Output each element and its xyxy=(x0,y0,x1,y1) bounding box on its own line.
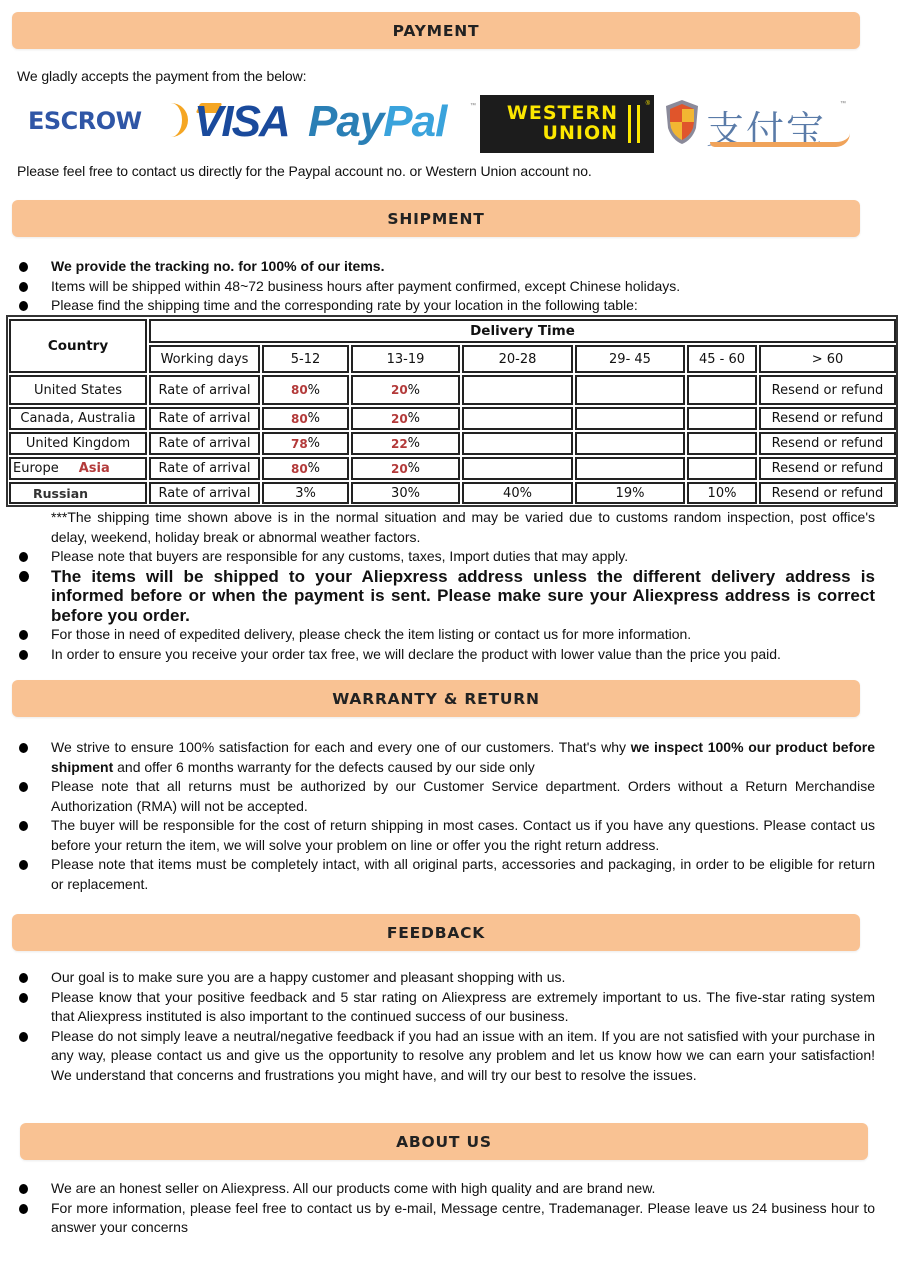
rate-over-60: Resend or refund xyxy=(759,482,896,504)
rate-20-28 xyxy=(462,457,573,480)
rate-over-60: Resend or refund xyxy=(759,432,896,455)
escrow-logo: ESCROW xyxy=(28,107,142,135)
shipping-table xyxy=(6,315,898,507)
shipment-header xyxy=(12,200,860,237)
alipay-shield-icon xyxy=(664,98,700,146)
list-item: We strive to ensure 100% satisfaction for each and every one of our customers. That's why we inspect 100% our product before shipment and offer 6 months warranty for the defects caused by our side only xyxy=(15,738,875,777)
bullet-icon xyxy=(19,743,28,753)
paypal-logo: PayPal xyxy=(308,97,447,146)
paypal-tm: ™ xyxy=(470,103,476,109)
visa-logo: VISA xyxy=(194,97,289,146)
payment-intro: We gladly accepts the payment from the below: xyxy=(17,68,307,84)
bullet-icon xyxy=(19,552,28,562)
list-item: Please note that buyers are responsible for any customs, taxes, Import duties that may apply. xyxy=(15,547,875,567)
rate-20-28: 40% xyxy=(462,482,573,504)
bullet-icon xyxy=(19,1204,28,1214)
col-20-28: 20-28 xyxy=(462,345,573,373)
bullet-icon xyxy=(19,973,28,983)
list-item: The items will be shipped to your Aliepxress address unless the different delivery address is informed before or when the payment is sent. Please make sure your Aliexpress address is correct before you order. xyxy=(15,567,875,626)
payment-title: PAYMENT xyxy=(392,21,480,40)
list-item: Our goal is to make sure you are a happy customer and pleasant shopping with us. xyxy=(15,968,875,988)
bullet-icon xyxy=(19,1184,28,1194)
rate-29-45 xyxy=(575,457,685,480)
rate-over-60: Resend or refund xyxy=(759,457,896,480)
shipping-footnote: ***The shipping time shown above is in the normal situation and may be varied due to customs random inspection, post office's delay, weekend, holiday break or abnormal weather factors. xyxy=(51,509,875,545)
col-over-60: > 60 xyxy=(759,345,896,373)
payment-note: Please feel free to contact us directly for the Paypal account no. or Western Union account no. xyxy=(17,163,592,179)
list-item: Please note that all returns must be authorized by our Customer Service department. Orders without a Return Merchandise Authorization (RMA) will not be accepted. xyxy=(15,777,875,816)
rate-20-28 xyxy=(462,432,573,455)
list-item: We provide the tracking no. for 100% of our items. xyxy=(15,257,875,277)
western-union-line1: WESTERN xyxy=(506,102,618,124)
col-working-days: Working days xyxy=(149,345,260,373)
shipment-title: SHIPMENT xyxy=(387,209,485,228)
bullet-icon xyxy=(19,1032,28,1042)
about-header xyxy=(20,1123,868,1160)
bullet-icon xyxy=(19,630,28,640)
rate-29-45: 19% xyxy=(575,482,685,504)
country-header: Country xyxy=(9,319,147,373)
list-item: The buyer will be responsible for the cost of return shipping in most cases. Contact us if you have any questions. Please contact us before your return the item, we will solve your problem on line or offer you the right return address. xyxy=(15,816,875,855)
rate-13-19: 20 % xyxy=(351,375,460,405)
about-bullets xyxy=(15,1179,875,1238)
bullet-icon xyxy=(19,301,28,311)
rate-5-12: 78 % xyxy=(262,432,349,455)
rate-5-12: 80 % xyxy=(262,375,349,405)
western-union-bars-icon xyxy=(628,105,640,143)
western-union-logo: WESTERN UNION ® xyxy=(480,95,654,153)
alipay-logo: 支付宝 xyxy=(706,108,827,152)
shipment-bullets-bottom xyxy=(15,508,875,664)
row-label: Rate of arrival xyxy=(149,482,260,504)
rate-13-19: 20 % xyxy=(351,407,460,430)
bullet-icon xyxy=(19,993,28,1003)
list-item: Please do not simply leave a neutral/negative feedback if you had an issue with an item. If you are not satisfied with your purchase in any way, please contact us and give us the opportunity to resolve any problem and let us know how we can earn your satisfaction! We understand that concerns and frustrations you might have, and will try our best to resolve the issues. xyxy=(15,1027,875,1086)
alipay-swoosh-icon xyxy=(710,133,850,147)
rate-20-28 xyxy=(462,375,573,405)
western-union-line2: UNION xyxy=(542,122,618,144)
rate-45-60 xyxy=(687,375,757,405)
rate-13-19: 22 % xyxy=(351,432,460,455)
row-country: Canada, Australia xyxy=(9,407,147,430)
rate-20-28 xyxy=(462,407,573,430)
warranty-bullets xyxy=(15,738,875,894)
row-country: Russian xyxy=(9,482,147,504)
bullet-icon xyxy=(19,650,28,660)
rate-45-60 xyxy=(687,457,757,480)
delivery-time-header: Delivery Time xyxy=(149,319,896,343)
warranty-title: WARRANTY & RETURN xyxy=(332,689,540,708)
feedback-title: FEEDBACK xyxy=(386,923,486,942)
list-item: Please find the shipping time and the corresponding rate by your location in the following table: xyxy=(15,296,875,316)
bullet-icon xyxy=(19,821,28,831)
row-country: United Kingdom xyxy=(9,432,147,455)
rate-45-60 xyxy=(687,432,757,455)
row-label: Rate of arrival xyxy=(149,457,260,480)
bullet-icon xyxy=(19,262,28,272)
bullet-icon xyxy=(19,782,28,792)
col-29-45: 29- 45 xyxy=(575,345,685,373)
row-label: Rate of arrival xyxy=(149,432,260,455)
escrow-swoosh-icon xyxy=(162,103,188,137)
rate-29-45 xyxy=(575,407,685,430)
payment-logos: ESCROW VISA PayPal ™ WESTERN UNION ® 支付宝 ™ xyxy=(26,95,856,155)
row-label: Rate of arrival xyxy=(149,375,260,405)
rate-45-60 xyxy=(687,407,757,430)
list-item: Please know that your positive feedback and 5 star rating on Aliexpress are extremely important to us. The five-star rating system that Aliexpress instituted is also important to the continued success of our business. xyxy=(15,988,875,1027)
payment-header xyxy=(12,12,860,49)
row-country: Europe Asia xyxy=(9,457,147,480)
row-country: United States xyxy=(9,375,147,405)
col-13-19: 13-19 xyxy=(351,345,460,373)
list-item: Please note that items must be completely intact, with all original parts, accessories and packaging, in order to be eligible for return or replacement. xyxy=(15,855,875,894)
warranty-header xyxy=(12,680,860,717)
bullet-icon xyxy=(19,571,29,582)
rate-5-12: 3% xyxy=(262,482,349,504)
shipment-bullets-top xyxy=(15,257,875,316)
rate-13-19: 20 % xyxy=(351,457,460,480)
feedback-header xyxy=(12,914,860,951)
bullet-icon xyxy=(19,282,28,292)
list-item: Items will be shipped within 48~72 business hours after payment confirmed, except Chinese holidays. xyxy=(15,277,875,297)
rate-29-45 xyxy=(575,432,685,455)
rate-45-60: 10% xyxy=(687,482,757,504)
rate-over-60: Resend or refund xyxy=(759,375,896,405)
row-label: Rate of arrival xyxy=(149,407,260,430)
list-item: We are an honest seller on Aliexpress. All our products come with high quality and are brand new. xyxy=(15,1179,875,1199)
bullet-icon xyxy=(19,860,28,870)
list-item: For those in need of expedited delivery, please check the item listing or contact us for more information. xyxy=(15,625,875,645)
feedback-bullets xyxy=(15,968,875,1085)
rate-5-12: 80 % xyxy=(262,407,349,430)
list-item: In order to ensure you receive your order tax free, we will declare the product with lower value than the price you paid. xyxy=(15,645,875,665)
rate-29-45 xyxy=(575,375,685,405)
list-item: For more information, please feel free to contact us by e-mail, Message centre, Trademanager. Please leave us 24 business hour to answer your concerns xyxy=(15,1199,875,1238)
rate-over-60: Resend or refund xyxy=(759,407,896,430)
rate-13-19: 30% xyxy=(351,482,460,504)
rate-5-12: 80 % xyxy=(262,457,349,480)
col-5-12: 5-12 xyxy=(262,345,349,373)
about-title: ABOUT US xyxy=(396,1132,492,1151)
col-45-60: 45 - 60 xyxy=(687,345,757,373)
